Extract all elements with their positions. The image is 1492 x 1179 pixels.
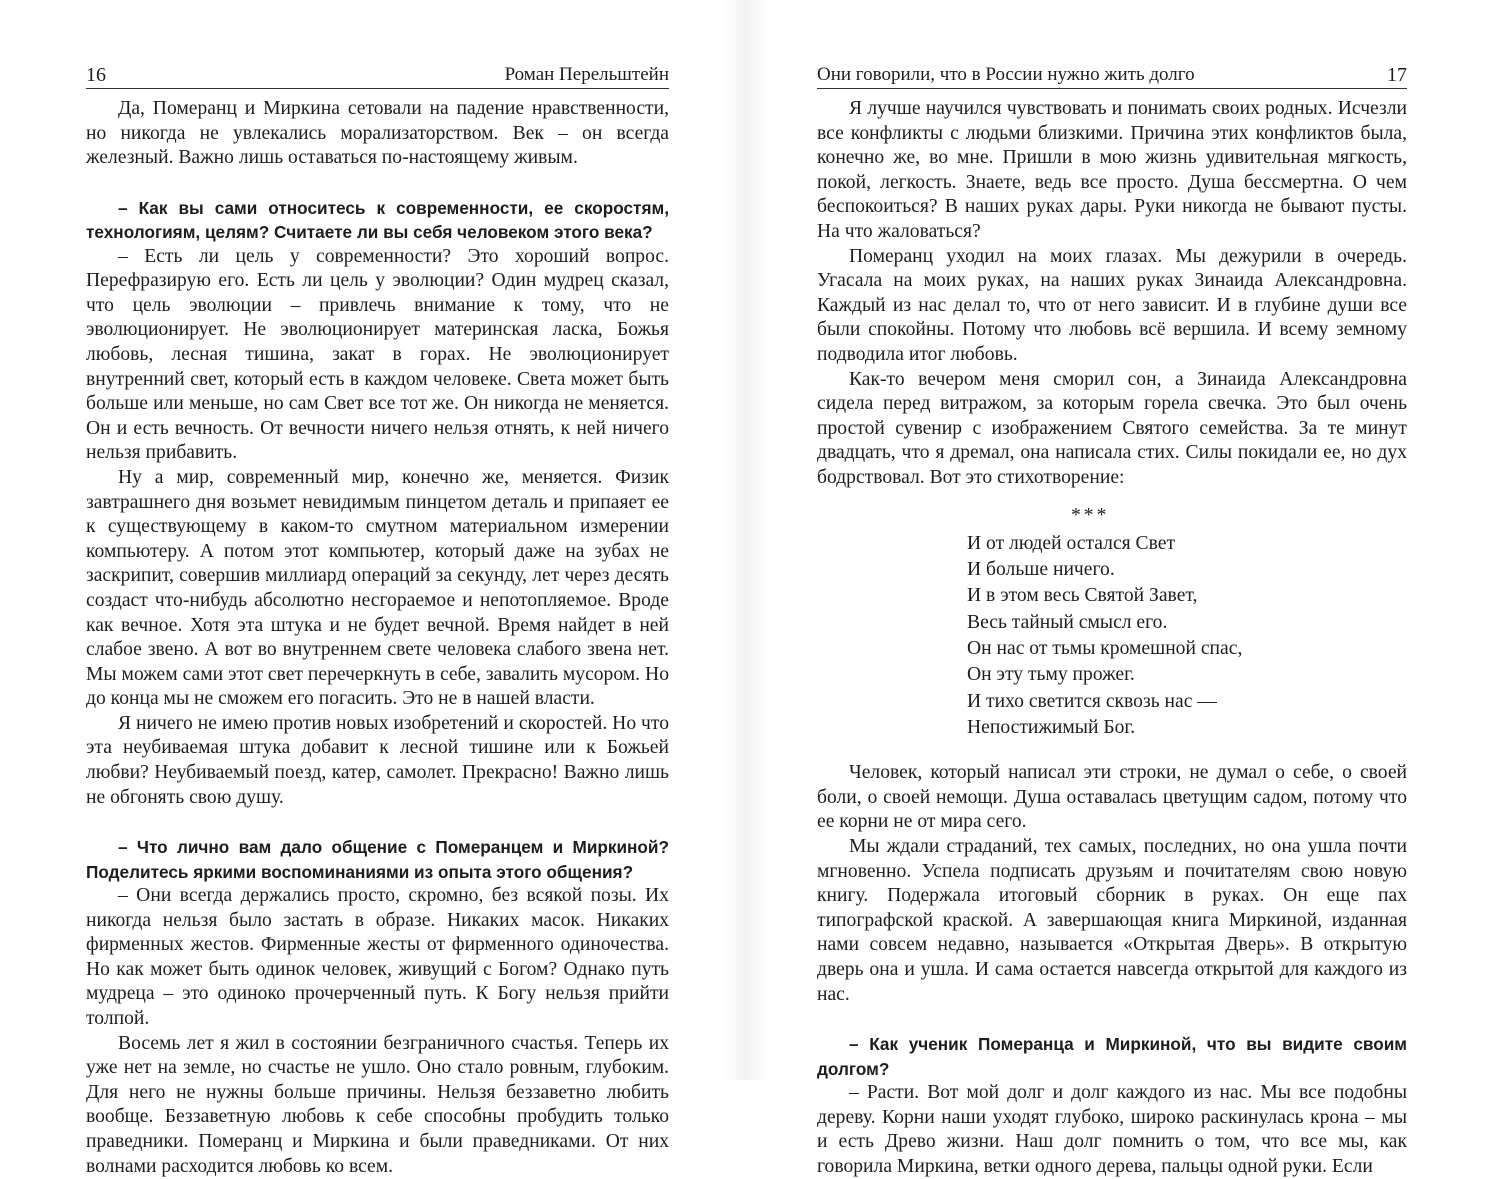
running-title: Роман Перельштейн [504,64,669,85]
left-page-header [86,62,669,88]
poem-line: И больше ничего. [967,559,1115,581]
page-number: 17 [1387,64,1407,86]
interview-question: – Что лично вам дало общение с Померанцем и Миркиной? Поделитесь яркими воспоминаниями из опыта этого общения? [86,837,669,882]
paragraph: Мы ждали страданий, тех самых, последних, но она ушла почти мгновенно. Успела подписать друзьям и почитателям свою новую книгу. Подержала итоговый сборник в руках. Он еще пах типографской краской. А завершающая книга Миркиной, изданная нами совсем недавно, называется «Открытая Дверь». В открытую дверь она и ушла. И сама остается навсегда открытой для каждого из нас. [817,835,1407,1005]
poem-line: Весь тайный смысл его. [967,611,1168,633]
header-divider [817,88,1407,89]
paragraph: – Расти. Вот мой долг и долг каждого из нас. Мы все подобны дереву. Корни наши уходят глубоко, широко раскинулась крона – мы и есть Древо жизни. Наш долг помнить о том, что все мы, как говорила Миркина, ветки одного дерева, пальцы одной руки. Если [817,1081,1407,1177]
paragraph: – Есть ли цель у современности? Это хороший вопрос. Перефразирую его. Есть ли цель у эволюции? Один мудрец сказал, что цель эволюции – привлечь внимание к тому, что не эволюционирует. Не эволюционирует материнская ласка, Божья любовь, лесная тишина, закат в горах. Не эволюционирует внутренний свет, который есть в каждом человеке. Света может быть больше или меньше, но сам Свет все тот же. Он никогда не меняется. Он и есть вечность. От вечности ничего нельзя отнять, к ней ничего нельзя прибавить. [86,245,669,464]
paragraph: Я ничего не имею против новых изобретений и скоростей. Но что эта неубиваемая штука добавит к лесной тишине или к Божьей любви? Неубиваемый поезд, катер, самолет. Прекрасно! Важно лишь не обгонять свою душу. [86,712,669,808]
header-divider [86,88,669,89]
paragraph: Как-то вечером меня сморил сон, а Зинаида Александровна сидела перед витражом, за которым горела свечка. Это был очень простой сувенир с изображением Святого семейства. За те минут двадцать, что я дремал, она написала стих. Силы покидали ее, но дух бодрствовал. Вот это стихотворение: [817,368,1407,488]
left-page [0,0,746,1177]
poem-line: И тихо светится сквозь нас — [967,690,1217,712]
page-number: 16 [86,64,106,86]
interview-question: – Как вы сами относитесь к современности, ее скоростям, технологиям, целям? Считаете ли вы себя человеком этого века? [86,197,669,243]
poem-stars: *** [1071,504,1110,526]
right-page [746,0,1492,1177]
poem-line: Непостижимый Бог. [967,716,1136,738]
paragraph: Померанц уходил на моих глазах. Мы дежурили в очередь. Угасала на моих руках, на наших руках Зинаида Александровна. Каждый из нас делал то, что от него зависит. И в глубине души все были спокойны. Потому что любовь всё вершила. И всему земному подводила итог любовь. [817,245,1407,365]
paragraph: Ну а мир, современный мир, конечно же, меняется. Физик завтрашнего дня возьмет невидимым пинцетом деталь и припаяет ее к существующему в каком-то смутном материальном измерении компьютеру. А потом этот компьютер, который даже на зубах не заскрипит, совершив миллиард операций за секунду, лет через десять создаст что-нибудь абсолютно несгораемое и непотопляемое. Вроде как вечное. Хотя эта штука и не будет вечной. Время найдет в ней слабое звено. А вот во внутреннем свете человека слабого звена нет. Мы можем сами этот свет перечеркнуть в себе, завалить мусором. Но до конца мы не сможем его погасить. Это не в нашей власти. [86,466,669,710]
right-page-header [817,62,1407,88]
poem-line: И в этом весь Святой Завет, [967,585,1198,607]
poem-line: И от людей остался Свет [967,532,1176,554]
poem-line: Он эту тьму прожег. [967,664,1135,686]
running-title: Они говорили, что в России нужно жить долго [817,64,1195,85]
left-page-body [86,97,669,1179]
poem-line: Он нас от тьмы кромешной спас, [967,637,1243,659]
interview-question: – Как ученик Померанца и Миркиной, что вы видите своим долгом? [817,1034,1407,1079]
paragraph: Человек, который написал эти строки, не думал о себе, о своей боли, о своей немощи. Душа оставалась цветущим садом, потому что ее корни не от мира сего. [817,762,1407,833]
right-page-body [817,97,1407,1179]
paragraph: Восемь лет я жил в состоянии безграничного счастья. Теперь их уже нет на земле, но счастье не ушло. Оно стало ровным, глубоким. Для него не нужны больше причины. Нельзя беззаветно любить вообще. Беззаветную любовь к себе способны пробудить только праведники. Померанц и Миркина и были праведниками. От них волнами расходится любовь ко всем. [86,1032,669,1177]
paragraph: – Они всегда держались просто, скромно, без всякой позы. Их никогда нельзя было застать в образе. Никаких масок. Никаких фирменных жестов. Фирменные жесты от фирменного одиночества. Но как может быть одинок человек, живущий с Богом? Однако путь мудреца – это одиноко прочерченный путь. К Богу нельзя прийти толпой. [86,885,669,1030]
paragraph: Да, Померанц и Миркина сетовали на падение нравственности, но никогда не увлекались морализаторством. Век – он всегда железный. Важно лишь оставаться по-настоящему живым. [86,98,669,169]
paragraph: Я лучше научился чувствовать и понимать своих родных. Исчезли все конфликты с людьми близкими. Причина этих конфликтов была, конечно же, во мне. Пришли в мою жизнь удивительная мягкость, покой, легкость. Знаете, ведь все просто. Душа бессмертна. О чем беспокоиться? В наших руках дары. Руки никогда не бывают пусты. На что жаловаться? [817,98,1407,242]
poem [817,503,1407,742]
